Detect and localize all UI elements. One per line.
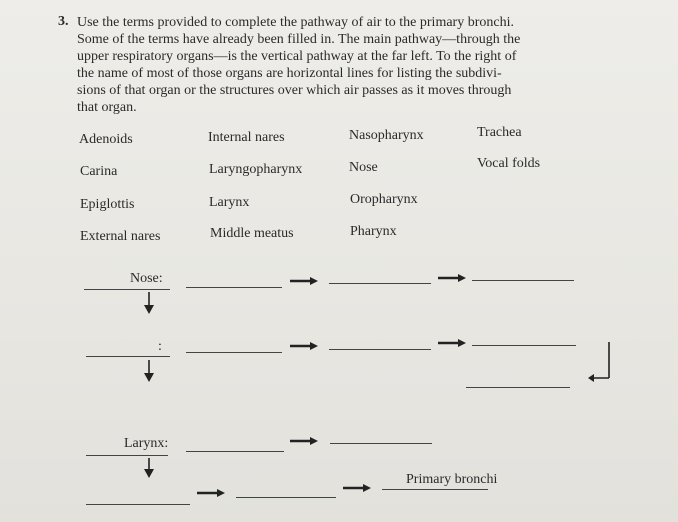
question-line: upper respiratory organs—is the vertical pathway at the far left. To the right of — [77, 49, 517, 64]
question-text — [77, 14, 537, 116]
term-vocal-folds: Vocal folds — [477, 156, 541, 171]
answer-blank[interactable] — [86, 356, 170, 357]
question-line: the name of most of those organs are horizontal lines for listing the subdivi- — [77, 66, 502, 81]
term-carina: Carina — [80, 164, 118, 179]
answer-blank[interactable] — [84, 289, 170, 290]
question-line: sions of that organ or the structures over which air passes as it moves through — [77, 83, 512, 98]
term-nasopharynx: Nasopharynx — [349, 128, 424, 143]
term-nose: Nose — [349, 160, 378, 175]
pathway-label-primary-bronchi: Primary bronchi — [406, 472, 498, 487]
answer-blank[interactable] — [329, 349, 431, 350]
term-laryngopharynx: Laryngopharynx — [209, 162, 303, 177]
answer-blank[interactable] — [382, 489, 488, 490]
answer-blank[interactable] — [86, 455, 168, 456]
answer-blank[interactable] — [472, 345, 576, 346]
term-adenoids: Adenoids — [79, 132, 133, 147]
answer-blank[interactable] — [330, 443, 432, 444]
term-pharynx: Pharynx — [350, 224, 397, 239]
pathway-label-larynx: Larynx: — [124, 436, 169, 451]
answer-blank[interactable] — [329, 283, 431, 284]
right-arrow-icon — [290, 436, 318, 446]
pathway-label-nose: Nose: — [130, 271, 163, 286]
down-arrow-icon — [143, 458, 155, 478]
term-oropharynx: Oropharynx — [350, 192, 418, 207]
term-trachea: Trachea — [477, 125, 522, 140]
term-external-nares: External nares — [80, 229, 161, 244]
answer-blank[interactable] — [186, 287, 282, 288]
down-arrow-icon — [143, 292, 155, 314]
right-arrow-icon — [290, 341, 318, 351]
question-line: Use the terms provided to complete the pathway of air to the primary bronchi. — [77, 15, 514, 30]
question-line: that organ. — [77, 100, 137, 115]
question-line: Some of the terms have already been filled in. The main pathway—through the — [77, 32, 521, 47]
answer-blank[interactable] — [236, 497, 336, 498]
answer-blank[interactable] — [186, 352, 282, 353]
right-arrow-icon — [343, 483, 371, 493]
down-arrow-icon — [143, 360, 155, 382]
turn-arrow-icon — [588, 342, 612, 382]
answer-blank[interactable] — [186, 451, 284, 452]
question-number: 3. — [58, 14, 69, 29]
answer-blank[interactable] — [86, 504, 190, 505]
right-arrow-icon — [438, 338, 466, 348]
term-epiglottis: Epiglottis — [80, 197, 135, 212]
answer-blank[interactable] — [466, 387, 570, 388]
term-larynx: Larynx — [209, 195, 250, 210]
right-arrow-icon — [290, 276, 318, 286]
right-arrow-icon — [438, 273, 466, 283]
pathway-label-colon: : — [158, 339, 162, 354]
term-middle-meatus: Middle meatus — [210, 226, 294, 241]
answer-blank[interactable] — [472, 280, 574, 281]
term-internal-nares: Internal nares — [208, 130, 285, 145]
right-arrow-icon — [197, 488, 225, 498]
